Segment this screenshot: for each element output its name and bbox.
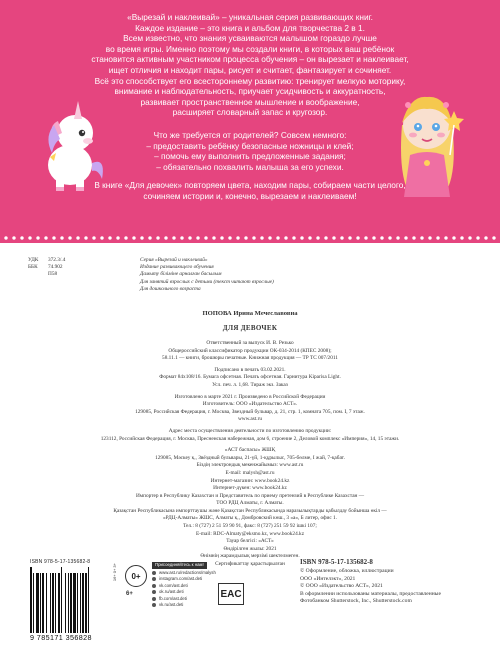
imprint-line: Тел.: 8 (727) 2 51 59 90 91, факс: 8 (727) 251 59 92 ішкі 107; (183, 523, 317, 530)
copyright-line: ООО «Интелэкт», 2021 (300, 575, 356, 582)
globe-icon (152, 571, 156, 575)
girl-illustration (380, 85, 475, 205)
series-block (140, 257, 360, 293)
imprint-line: www.ast.ru (237, 416, 263, 423)
cover-paragraph: Всем известно, что знания усваиваются малышом гораздо лучше (123, 33, 377, 44)
imprint-line: Біздің электрондық мекенжайымыз: www.ast.ru (196, 462, 304, 469)
cover-paragraph: Всё это способствует его всестороннему развитию: тренирует мелкую моторику, (94, 75, 406, 86)
instagram-icon (152, 577, 156, 581)
parents-question: Что же требуется от родителей? Совсем немного: (153, 129, 347, 140)
book-title: ДЛЯ ДЕВОЧЕК (222, 324, 278, 332)
copyright-line: © Оформление, обложка, иллюстрации (300, 568, 394, 575)
bottom-section (0, 555, 500, 648)
series-line: Для дошкольного возраста (140, 285, 201, 292)
imprint-lines (20, 340, 480, 569)
cover-paragraph: развивает пространственное мышление и воображение, (140, 96, 360, 107)
classification-value: 74.902 (48, 264, 63, 271)
vk-icon (152, 603, 156, 607)
parents-list-item: – предоставить ребёнку безопасные ножницы и клей; (146, 140, 354, 151)
classification-value: 372.3/.4 (48, 257, 66, 263)
classification-row (28, 257, 98, 264)
imprint-line: E-mail: RDC-Almaty@eksmo.kz, www.book24.kz (195, 530, 305, 537)
social-link[interactable]: www.ast.ru/redactions/malysh (152, 570, 216, 577)
cover-paragraph: во время игры. Именно поэтому мы создали книги, в которых ваш ребёнок (105, 43, 395, 54)
classification-key (28, 271, 48, 278)
author-name: ПОПОВА Ирина Мечеславовна (202, 310, 298, 317)
social-header: Присоединяйтесь к нам! (152, 562, 207, 569)
parents-list-item: – помочь ему выполнить предложенные задания; (154, 151, 346, 162)
classification-row (28, 271, 98, 278)
imprint-line: Ответственный за выпуск И. В. Резько (206, 340, 294, 346)
barcode-bars (30, 567, 112, 633)
dotted-border (0, 233, 500, 243)
cover-paragraph: становится активным участником процесса обучения – он вырезает и наклеивает, (91, 54, 409, 65)
copyright-line: В оформлении использованы материалы, предоставленные (300, 590, 441, 597)
imprint-line: 58.11.1 — книги, брошюры печатные. Книжная продукция — ТР ТС 007/2011 (162, 355, 338, 362)
social-link[interactable]: vk.ru/ast.deti (152, 602, 216, 609)
imprint-line: Интернет-магазин: www.book24.kz (210, 477, 290, 484)
parents-list-item: – обязательно похвалить малыша за его успехи. (156, 161, 344, 172)
vk-icon (152, 584, 156, 588)
vertical-age-text: 16+ 0+ 3+ (112, 563, 117, 582)
imprint-line: 129085, Мәскеу қ., Звёздный бульвары, 21-үй, 1-құрылыс, 705-бөлме, I жай, 7-қабат. (155, 454, 345, 461)
closing-line: В книге «Для девочек» повторяем цвета, находим пары, собираем части целого, (94, 180, 406, 191)
copyright-block (300, 559, 495, 605)
classification-row (28, 264, 98, 271)
classification-block (28, 257, 98, 279)
imprint-line: Қазақстан Республикасына импорттаушы және Қазақстан Республикасында наразылықтарды қабылдау бойынша өкіл — (113, 507, 387, 514)
imprint-line: «РДЦ-Алматы» ЖШС, Алматы қ., Домбровский көш., 3 «а», Б литер, офис 1. (162, 515, 338, 522)
barcode-isbn-label: ISBN 978-5-17-135682-8 (30, 559, 91, 565)
imprint-line: E-mail: malysh@ast.ru (225, 469, 275, 476)
social-link[interactable]: vk.com/ast.deti (152, 583, 216, 590)
imprint-line: Интернет-дүкен: www.book24.kz (213, 485, 287, 492)
imprint-line: Өнімнің жарамдылық мерзімі шектелмеген. (200, 553, 300, 560)
classification-value: П58 (48, 271, 58, 278)
imprint-line: Өндірілген жылы: 2021 (223, 545, 277, 552)
copyright-line: Фотобанком Shutterstock, Inc., Shutterstock.com (300, 598, 412, 605)
copyright-line: © ООО «Издательство АСТ», 2021 (300, 583, 383, 590)
imprint-line: Сертификаттау қарастырылған (215, 561, 285, 568)
cover-pink-block (0, 0, 500, 243)
social-link[interactable]: instagram.com/ast.deti (152, 576, 216, 583)
imprint-line: ТОО РДЦ Алматы, г. Алматы. (216, 500, 284, 507)
imprint-line: Тауар белгісі: «АСТ» (226, 538, 274, 545)
imprint-line: Общероссийский классификатор продукции ОК-034-2014 (КПЕС 2008); (168, 347, 332, 354)
imprint-line: Формат 84x108/16. Бумага офсетная. Печать офсетная. Гарнитура Kiparisa Light. (159, 374, 341, 381)
isbn: ISBN 978-5-17-135682-8 (300, 558, 373, 566)
cover-paragraph: внимание и наблюдательность, приучает усидчивость и аккуратность, (114, 86, 386, 97)
series-line: Дамыту бiлiмiне арналған басылым (140, 271, 222, 278)
social-link[interactable]: ok.ru/ast.deti (152, 589, 216, 596)
age-rating-badge: 0+ (125, 565, 147, 587)
barcode (30, 559, 112, 643)
closing-line: сочиняем истории и, конечно, вырезаем и наклеиваем! (143, 190, 357, 201)
ok-icon (152, 590, 156, 594)
cover-paragraph: расширяет словарный запас и кругозор. (172, 107, 328, 118)
imprint-line: Изготовитель: ООО «Издательство АСТ». (202, 401, 298, 408)
classification-key: ББК (28, 264, 38, 271)
imprint-line: Изготовлено в марте 2021 г. Произведено в Российской Федерации (174, 393, 326, 400)
cover-paragraph: ищет отличия и находит пары, рисует и считает, фантазирует и сочиняет. (108, 64, 392, 75)
barcode-number: 9 785171 356828 (30, 633, 92, 642)
cover-paragraph: Каждое издание – это книга и альбом для творчества 2 в 1. (135, 22, 365, 33)
imprint-line: Подписано в печать 03.02.2021. (214, 366, 286, 373)
age-marker: 6+ (126, 591, 133, 597)
imprint-line: Адрес места осуществления деятельности по изготовлению продукции: (168, 427, 332, 434)
facebook-icon (152, 597, 156, 601)
imprint-line: «АСТ баспасы» ЖШҚ (224, 447, 276, 454)
classification-key: УДК (28, 257, 39, 263)
imprint-line: Импортер в Республику Казахстан и Представитель по приему претензий в Республике Казахстан — (135, 492, 365, 499)
unicorn-illustration (30, 95, 110, 195)
social-links (152, 562, 216, 609)
social-link[interactable]: fb.com/ast.deti (152, 596, 216, 603)
series-line: Серия «Вырезай и наклеивай» (140, 257, 208, 263)
barcode-bar (89, 567, 92, 633)
cover-paragraph: «Вырезай и наклеивай» – уникальная серия развивающих книг. (127, 12, 373, 22)
eac-mark: EAC (218, 583, 244, 605)
series-line: Издание развивающего обучения (140, 264, 214, 271)
series-line: Для занятий взрослых с детьми (текст читают взрослые) (140, 278, 274, 285)
imprint-line: 123112, Российская Федерация, г. Москва, Пресненская набережная, дом 6, строение 2, Деловой комплекс «Империя», 14, 15 этажи. (100, 435, 400, 442)
imprint-line: Усл. печ. л. 1,68. Тираж экз. Заказ (212, 381, 288, 388)
imprint-line: 129085, Российская Федерация, г. Москва, Звездный бульвар, д. 21, стр. 1, комната 705, пом. I, 7 этаж. (135, 408, 365, 415)
